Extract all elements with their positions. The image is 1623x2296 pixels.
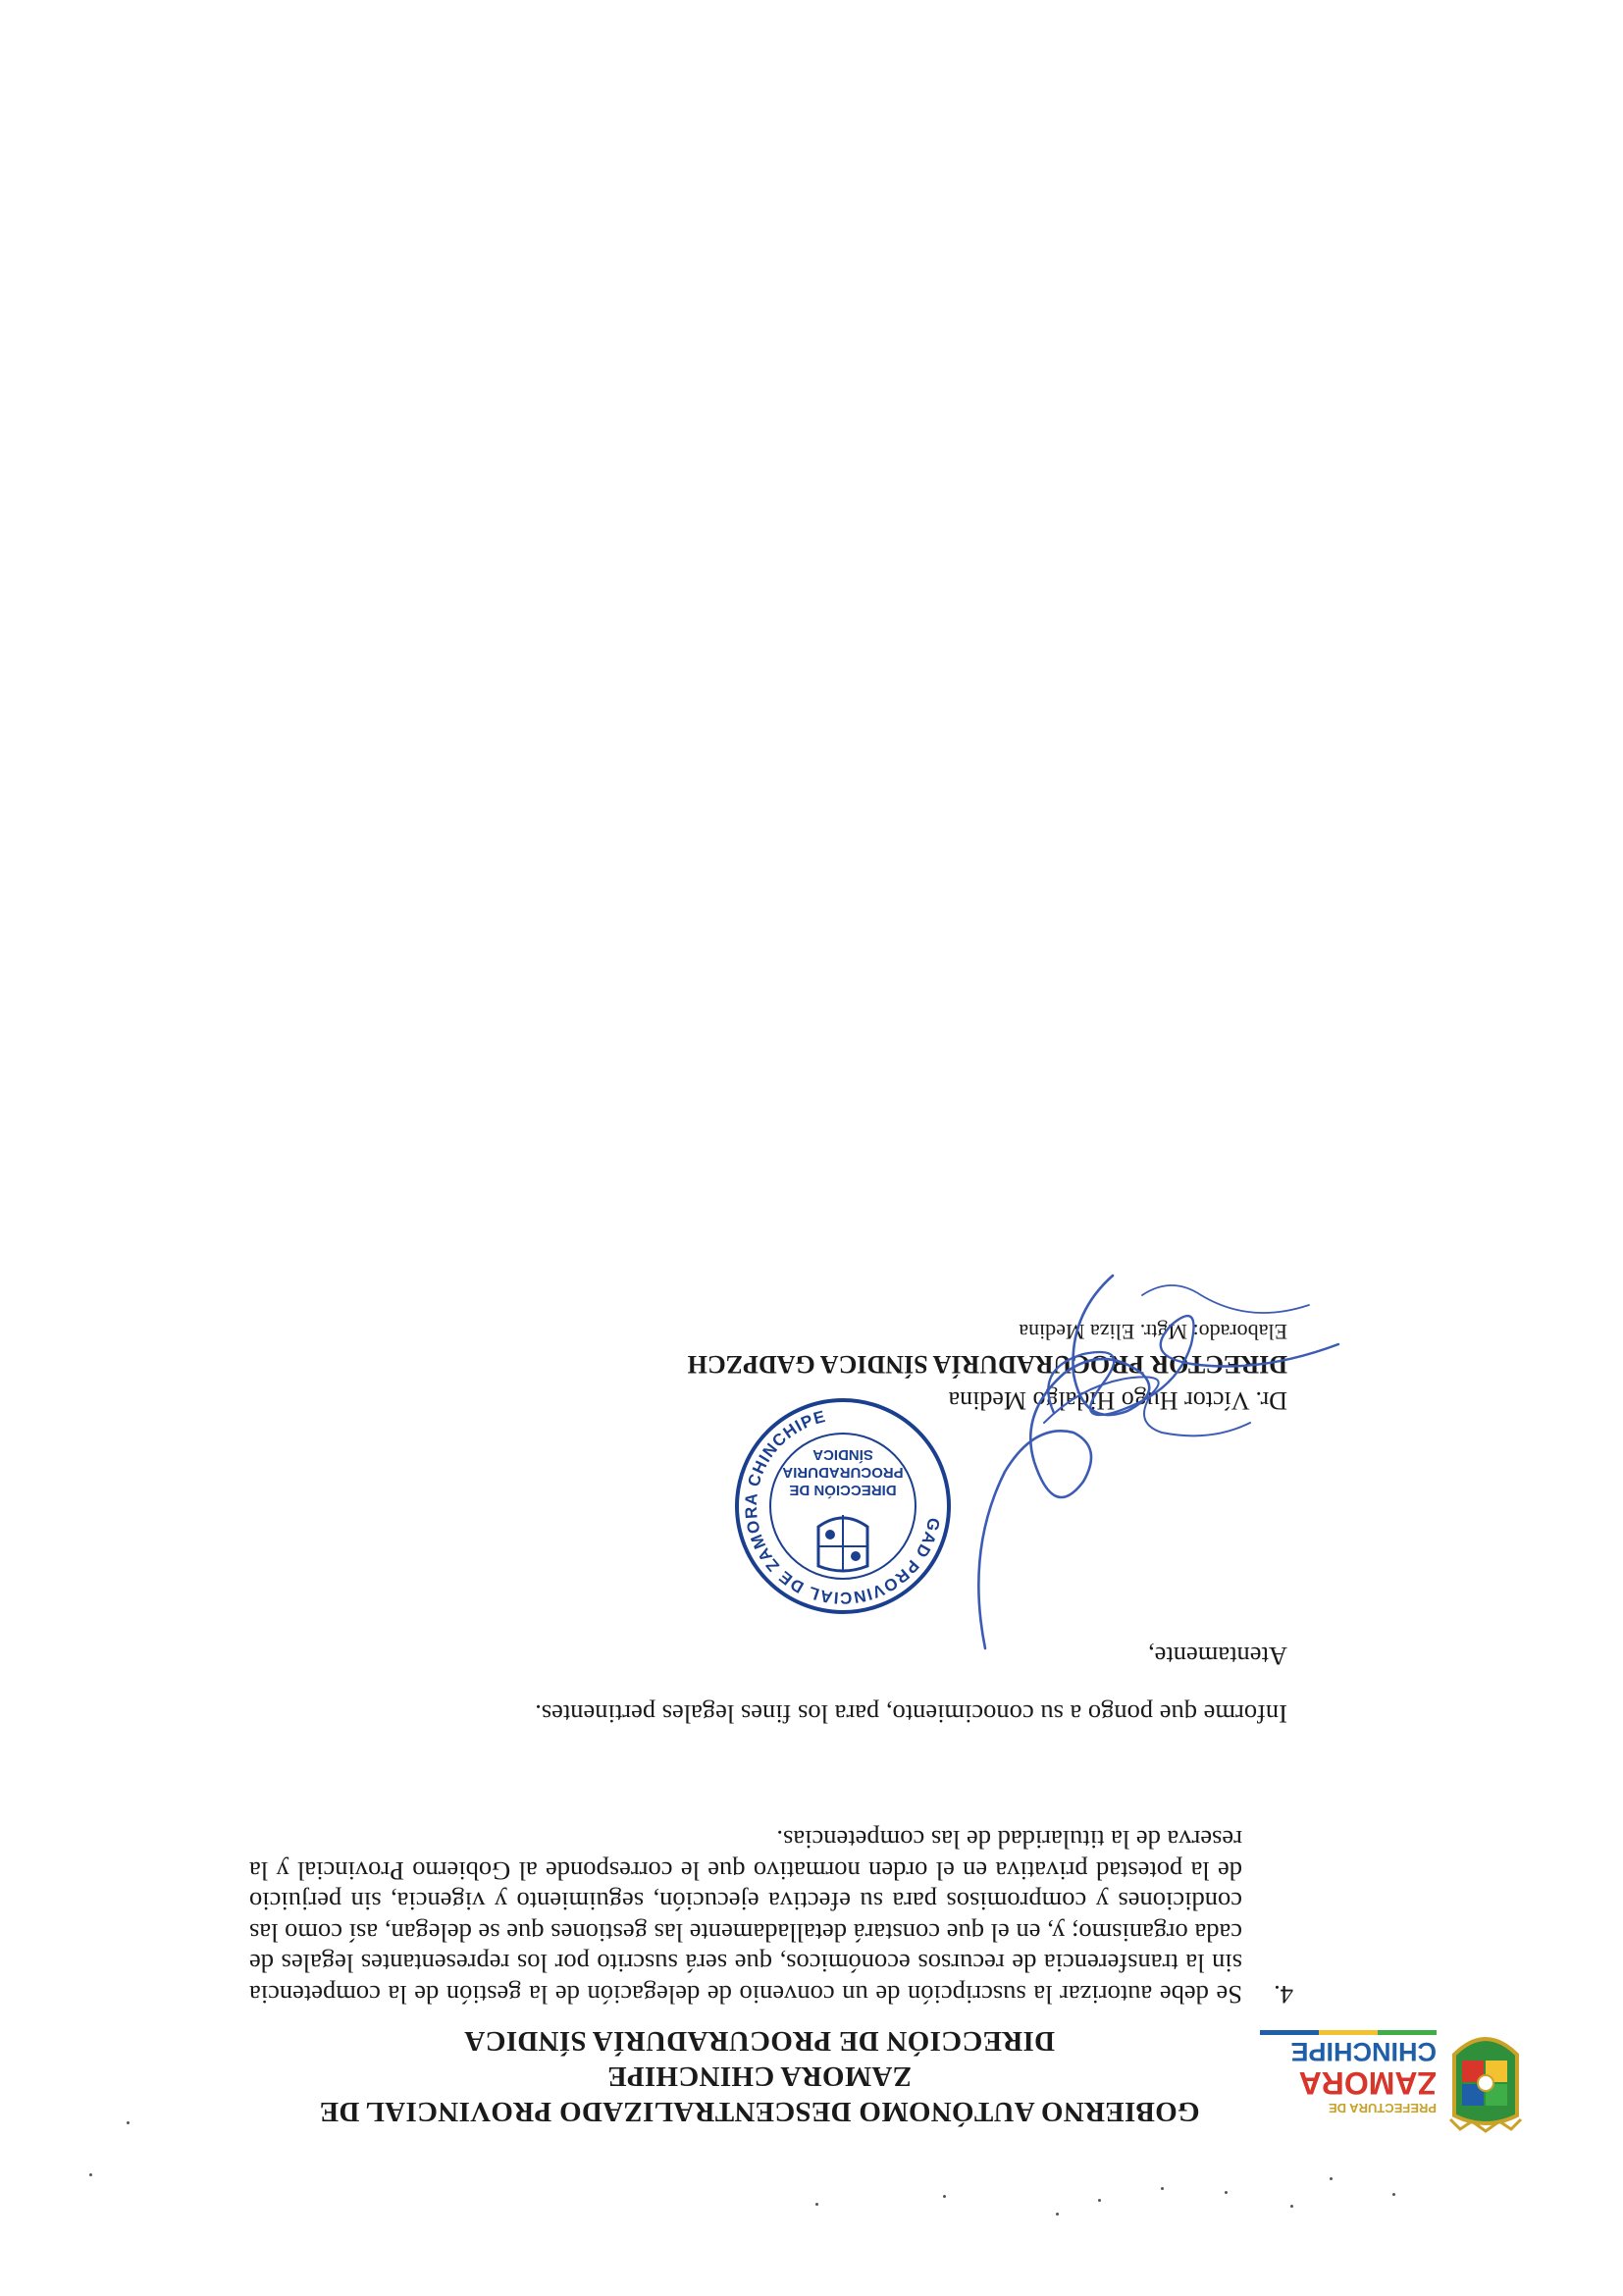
list-item-4 — [249, 1823, 1293, 2009]
stamp-emblem-icon — [818, 1515, 867, 1571]
prefectura-logo — [1240, 2017, 1525, 2133]
signer-title: DIRECTOR PROCURADURÍA SÍNDICA GADPZCH — [687, 1350, 1287, 1379]
logo-line1: ZAMORA — [1298, 2065, 1437, 2101]
prepared-by: Elaborado: Mgtr. Eliza Medina — [1019, 1320, 1287, 1344]
item-text: Se debe autorizar la suscripción de un convenio de delegación de la gestión de la competencia sin la transferencia de recursos económicos, que será suscrito por los representantes legales de cada organismo; y, en el que constará detalladamente las gestiones que se delegan, así como las condiciones y compromisos para su efectiva ejecución, seguimiento y vigencia, sin perjuicio de la potestad privativa en el orden normativo que le corresponde al Gobierno Provincial y la reserva de la titularidad de las competencias. — [249, 1825, 1242, 2009]
header-line2: ZAMORA CHINCHIPE — [606, 2061, 913, 2092]
letterhead — [0, 2002, 1623, 2296]
logo-small-text: PREFECTURA DE — [1328, 2101, 1437, 2115]
coat-of-arms-icon — [1450, 2039, 1521, 2131]
item-number: 4. — [1274, 1980, 1293, 2009]
header-line3: DIRECCIÓN DE PROCURADURÍA SÍNDICA — [463, 2025, 1056, 2057]
handwritten-signature — [936, 1246, 1397, 1668]
official-stamp — [732, 1395, 954, 1617]
farewell: Atentamente, — [1147, 1642, 1287, 1671]
signer-name: Dr. Víctor Hugo Hidalgo Medina — [948, 1386, 1287, 1415]
stamp-ring-path-text: GAD PROVINCIAL DE ZAMORA CHINCHIPE — [741, 1406, 944, 1608]
stamp-ring-text — [742, 1407, 943, 1607]
stamp-center-line1: DIRECCIÓN DE — [789, 1482, 897, 1498]
logo-line2: CHINCHIPE — [1290, 2037, 1437, 2066]
stamp-center-line3: SÍNDICA — [812, 1446, 873, 1463]
stamp-center-line2: PROCURADURIA — [782, 1464, 904, 1481]
closing-paragraph: Informe que pongo a su conocimiento, para los fines legales pertinentes. — [535, 1699, 1287, 1729]
header-line1: GOBIERNO AUTÓNOMO DESCENTRALIZADO PROVINCIAL DE — [319, 2096, 1200, 2127]
